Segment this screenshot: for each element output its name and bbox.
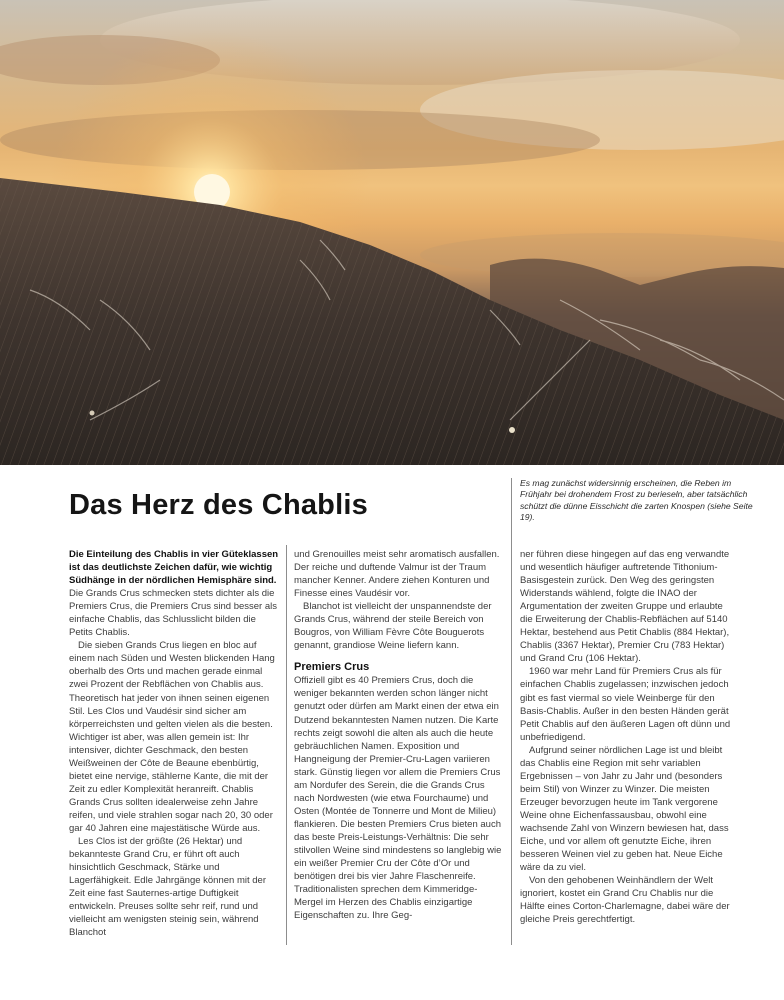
lead-text: Die Einteilung des Chablis in vier Güteklassen ist das deutlichste Zeichen dafür, wie wichtig Südhänge in der nördlichen Hemisphäre sind. [69,549,279,587]
text-column-2 [294,548,504,922]
vineyard-sunset-illustration [0,0,784,465]
article-title: Das Herz des Chablis [69,489,368,521]
hero-photo [0,0,784,465]
paragraph: Les Clos ist der größte (26 Hektar) und bekannteste Grand Cru, er führt oft auch hinsichtlich Geschmack, Stärke und Lagerfähigkeit. Edle Jahrgänge können mit der Zeit eine fast Sauternes-artige Duftigkeit entwickeln. Preuses sollte sehr reif, rund und vielleicht am wenigsten steinig sein, während Blanchot [69,836,266,939]
paragraph-text: Die Grands Crus schmecken stets dichter als die Premiers Crus, die Premiers Crus sind besser als einfache Chablis, das Schlusslicht bilden die Petits Chablis. [69,588,278,639]
paragraph: 1960 war mehr Land für Premiers Crus als für einfachen Chablis zugelassen; inzwischen jedoch gibt es fast viermal so viele Weinberge für den Basis-Chablis. Außer in den besten Händen gerät Petit Chablis auf den äußeren Lagen oft dünn und unbefriedigend. [520,666,731,743]
paragraph: Die sieben Grands Crus liegen en bloc auf einem nach Süden und Westen blickenden Hang oberhalb des Orts und machen gerade einmal zwei Prozent der Rebflächen von Chablis aus. Theoretisch hat jeder von ihnen seinen eigenen Stil. Les Clos und Vaudésir sind sicher am körperreichsten und gelten vielen als die besten. Wichtiger ist aber, was allen gemein ist: Ihr intensiver, dichter Geschmack, den besten Weißweinen der Côte de Beaune ebenbürtig, bietet eine nervige, stählerne Kante, die mit der Zeit zu edler Komplexität heranreift. Chablis Grands Crus sollten idealerweise zehn Jahre reifen, und viele strahlen sogar nach 20, 30 oder gar 40 Jahren eine majestätische Würde aus. [69,640,275,834]
paragraph [69,548,281,639]
photo-caption: Es mag zunächst widersinnig erscheinen, die Reben im Frühjahr bei drohendem Frost zu berieseln, aber tatsächlich schützt die dünne Eisschicht die zarten Knospen (siehe Seite 19). [520,478,753,522]
paragraph: Aufgrund seiner nördlichen Lage ist und bleibt das Chablis eine Region mit sehr variablen Ergebnissen – von Jahr zu Jahr und (besonders beim Stil) von Winzer zu Winzer. Die meisten Erzeuger bevorzugen heute im Tank vergorene Weine ohne Eichenfassausbau, obwohl eine wachsende Zahl von Winzern bewiesen hat, dass Eiche, und vor allem oft genutzte Eiche, ihren besseren Weinen viel zu geben hat. Neue Eiche wäre da zu viel. [520,744,729,874]
sprinkler-glint [90,411,95,416]
section-subheading: Premiers Crus [294,661,370,674]
sprinkler-glint [509,427,515,433]
text-column-1 [69,548,281,939]
paragraph: Offiziell gibt es 40 Premiers Crus, doch die weniger bekannten werden schon länger nicht genutzt oder dürfen am Markt einen der etwa ein Dutzend bekanntesten Namen nutzen. Die Karte rechts zeigt sowohl die alten als auch die heute gebräuchlichen Namen. Exposition und Hangneigung der Premier-Cru-Lagen variieren stark. Günstig liegen vor allem die Premiers Crus am Nordufer des Serein, die die Grands Crus nach Nordwesten (wie etwa Fourchaume) und Osten (Montée de Tonnerre und Mont de Milieu) flankieren. Die besten Premiers Crus bieten auch das beste Preis-Leistungs-Verhältnis: Die sehr stilvollen Weine sind mindestens so langlebig wie ein weißer Premier Cru der Côte d’Or und benötigen drei bis vier Jahre Flaschenreife. Traditionalisten sprechen dem Kimmeridge-Mergel im Herzen des Chablis einzigartige Eigenschaften zu. Ihre Geg- [294,675,502,922]
paragraph: ner führen diese hingegen auf das eng verwandte und wesentlich häufiger auftretende Tithonium-Basisgestein zurück. Den Weg des geringsten Widerstands wählend, folgte die INAO der Argumentation der zweiten Gruppe und erlaubte die Erweiterung der Chablis-Rebflächen auf 5140 Hektar, bestehend aus Petit Chablis (884 Hektar), Chablis (3367 Hektar), Premier Cru (783 Hektar) und Grand Cru (106 Hektar). [520,549,730,665]
column-divider [511,478,512,945]
paragraph: Von den gehobenen Weinhändlern der Welt ignoriert, kostet ein Grand Cru Chablis nur die Hälfte eines Corton-Charlemagne, dabei wäre der gleiche Preis gerechtfertigt. [520,875,730,926]
column-divider [286,545,287,945]
paragraph: und Grenouilles meist sehr aromatisch ausfallen. Der reiche und duftende Valmur ist der Traum mancher Kenner. Andere ziehen Konturen und Finesse eines Vaudésir vor. [294,549,500,600]
text-column-3 [520,548,736,926]
paragraph: Blanchot ist vielleicht der unspannendste der Grands Crus, während der steile Bereich von Bougros, von William Fèvre Côte Bouguerots genannt, grandiose Weine liefern kann. [294,601,492,652]
